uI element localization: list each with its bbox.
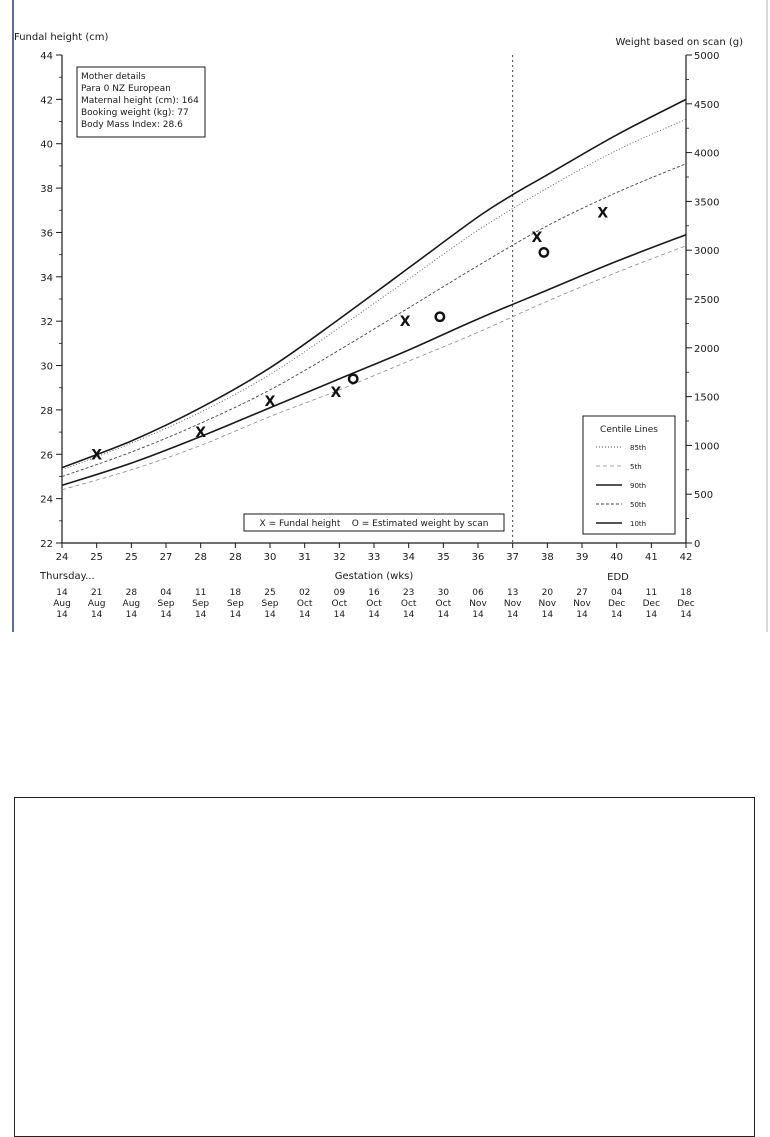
right-tick-label: 1000 — [694, 441, 720, 453]
x-tick-label: 40 — [610, 552, 624, 563]
right-tick-label: 2500 — [694, 295, 720, 306]
x-tick-label: 36 — [471, 552, 485, 563]
date-year: 14 — [680, 610, 692, 620]
date-day: 04 — [610, 588, 623, 598]
date-month: Aug — [122, 599, 141, 609]
date-month: Aug — [53, 599, 71, 609]
fundal-height-mark: X — [91, 447, 103, 464]
scan-weight-mark — [540, 248, 548, 256]
date-day: 16 — [368, 588, 380, 598]
date-month: Sep — [261, 599, 279, 609]
x-tick-label: 39 — [575, 552, 589, 563]
date-day: 11 — [194, 588, 207, 598]
marker-key-box — [244, 514, 504, 531]
date-day: 18 — [229, 588, 242, 598]
fundal-height-mark: X — [195, 425, 207, 442]
date-month: Oct — [366, 599, 382, 609]
mother-details-line: Body Mass Index: 28.6 — [81, 120, 183, 130]
date-year: 14 — [472, 610, 484, 620]
date-day: 18 — [680, 588, 692, 598]
date-month: Nov — [538, 599, 557, 609]
fundal-height-mark: X — [399, 314, 411, 331]
x-tick-label: 38 — [540, 552, 554, 563]
legend-entry-label: 10th — [630, 520, 647, 528]
left-tick-label: 24 — [40, 494, 53, 506]
legend-entry-label: 5th — [630, 463, 642, 471]
x-tick-label: 35 — [436, 552, 450, 563]
x-tick-label: 27 — [159, 552, 173, 563]
date-day: 09 — [333, 588, 346, 598]
date-day: 20 — [541, 588, 554, 598]
date-month: Nov — [469, 599, 487, 609]
x-tick-label: 25 — [124, 552, 138, 563]
right-tick-label: 1500 — [694, 392, 720, 404]
right-tick-label: 500 — [694, 490, 714, 502]
right-tick-label: 3000 — [694, 246, 720, 258]
right-tick-label: 5000 — [694, 51, 720, 62]
date-day: 04 — [160, 588, 172, 598]
x-axis-title: Gestation (wks) — [334, 571, 414, 582]
legend-title: Centile Lines — [600, 425, 658, 435]
date-year: 14 — [160, 610, 172, 620]
date-year: 14 — [506, 610, 519, 620]
x-tick-label: 33 — [367, 552, 381, 563]
left-axis-title: Fundal height (cm) — [14, 32, 109, 43]
mother-details-line: Booking weight (kg): 77 — [81, 108, 189, 118]
legend-entry-label: 85th — [630, 444, 647, 452]
right-tick-label: 4500 — [694, 99, 720, 111]
date-year: 14 — [368, 610, 380, 620]
right-tick-label: 0 — [694, 539, 701, 550]
fundal-height-mark: X — [264, 394, 276, 411]
marker-key-text: X = Fundal height O = Estimated weight by scan — [259, 519, 489, 529]
x-tick-label: 24 — [55, 552, 69, 563]
scan-weight-mark — [349, 375, 357, 383]
date-year: 14 — [645, 610, 658, 620]
date-year: 14 — [229, 610, 242, 620]
x-tick-label: 30 — [263, 552, 277, 563]
date-day: 06 — [472, 588, 484, 598]
fundal-height-mark: X — [330, 385, 342, 402]
x-tick-label: 41 — [644, 552, 658, 563]
x-tick-label: 34 — [402, 552, 416, 563]
x-tick-label: 31 — [298, 552, 312, 563]
left-tick-label: 40 — [40, 139, 53, 151]
left-tick-label: 32 — [40, 317, 53, 329]
centile-line-90th — [62, 99, 686, 467]
date-day: 02 — [298, 588, 311, 598]
x-tick-label: 28 — [228, 552, 242, 563]
date-year: 14 — [194, 610, 207, 620]
left-tick-label: 34 — [40, 272, 53, 284]
date-month: Nov — [573, 599, 591, 609]
fundal-height-mark: X — [531, 229, 543, 246]
date-year: 14 — [437, 610, 450, 620]
date-year: 14 — [125, 610, 138, 620]
x-tick-label: 25 — [90, 552, 104, 563]
left-tick-label: 38 — [40, 184, 53, 196]
left-tick-label: 26 — [40, 450, 53, 462]
date-month: Nov — [503, 599, 522, 609]
left-tick-label: 42 — [40, 95, 53, 107]
x-tick-label: 32 — [332, 552, 346, 563]
legend-entry-label: 90th — [630, 482, 647, 490]
date-year: 14 — [56, 610, 68, 620]
date-day: 13 — [506, 588, 519, 598]
x-tick-label: 28 — [194, 552, 208, 563]
date-day: 28 — [125, 588, 138, 598]
date-year: 14 — [298, 610, 311, 620]
date-month: Sep — [226, 599, 244, 609]
mother-details-line: Mother details — [81, 72, 146, 82]
mother-details-line: Maternal height (cm): 164 — [81, 96, 199, 106]
date-year: 14 — [576, 610, 588, 620]
date-day: 21 — [90, 588, 103, 598]
date-month: Aug — [87, 599, 106, 609]
date-year: 14 — [264, 610, 276, 620]
date-day: 27 — [576, 588, 588, 598]
date-year: 14 — [402, 610, 415, 620]
mother-details-line: Para 0 NZ European — [81, 84, 171, 94]
empty-notes-panel — [14, 797, 755, 1137]
left-tick-label: 22 — [40, 539, 53, 550]
date-day: 11 — [645, 588, 658, 598]
fundal-height-mark: X — [597, 205, 609, 222]
right-axis-title: Weight based on scan (g) — [615, 37, 743, 48]
left-tick-label: 28 — [40, 405, 53, 417]
right-tick-label: 4000 — [694, 148, 720, 160]
date-year: 14 — [333, 610, 346, 620]
date-day: 14 — [56, 588, 68, 598]
date-month: Oct — [296, 599, 313, 609]
date-year: 14 — [541, 610, 554, 620]
edd-label: EDD — [607, 572, 629, 583]
date-year: 14 — [610, 610, 623, 620]
left-tick-label: 30 — [40, 361, 53, 373]
date-month: Sep — [192, 599, 210, 609]
date-day: 30 — [437, 588, 450, 598]
legend-entry-label: 50th — [630, 501, 647, 509]
right-tick-label: 3500 — [694, 197, 720, 209]
date-month: Dec — [677, 599, 695, 609]
date-day: 25 — [264, 588, 276, 598]
date-month: Oct — [331, 599, 348, 609]
date-month: Sep — [157, 599, 175, 609]
date-month: Dec — [607, 599, 626, 609]
date-month: Dec — [642, 599, 661, 609]
date-year: 14 — [90, 610, 103, 620]
mother-details-box — [77, 67, 205, 137]
left-tick-label: 44 — [40, 51, 53, 62]
date-month: Oct — [400, 599, 417, 609]
left-tick-label: 36 — [40, 228, 53, 240]
right-tick-label: 2000 — [694, 343, 720, 355]
centile-legend — [583, 416, 675, 534]
date-month: Oct — [435, 599, 452, 609]
scan-weight-mark — [436, 313, 444, 321]
x-tick-label: 42 — [679, 552, 693, 563]
x-tick-label: 37 — [506, 552, 520, 563]
date-row-label: Thursday... — [40, 571, 95, 582]
date-day: 23 — [402, 588, 415, 598]
